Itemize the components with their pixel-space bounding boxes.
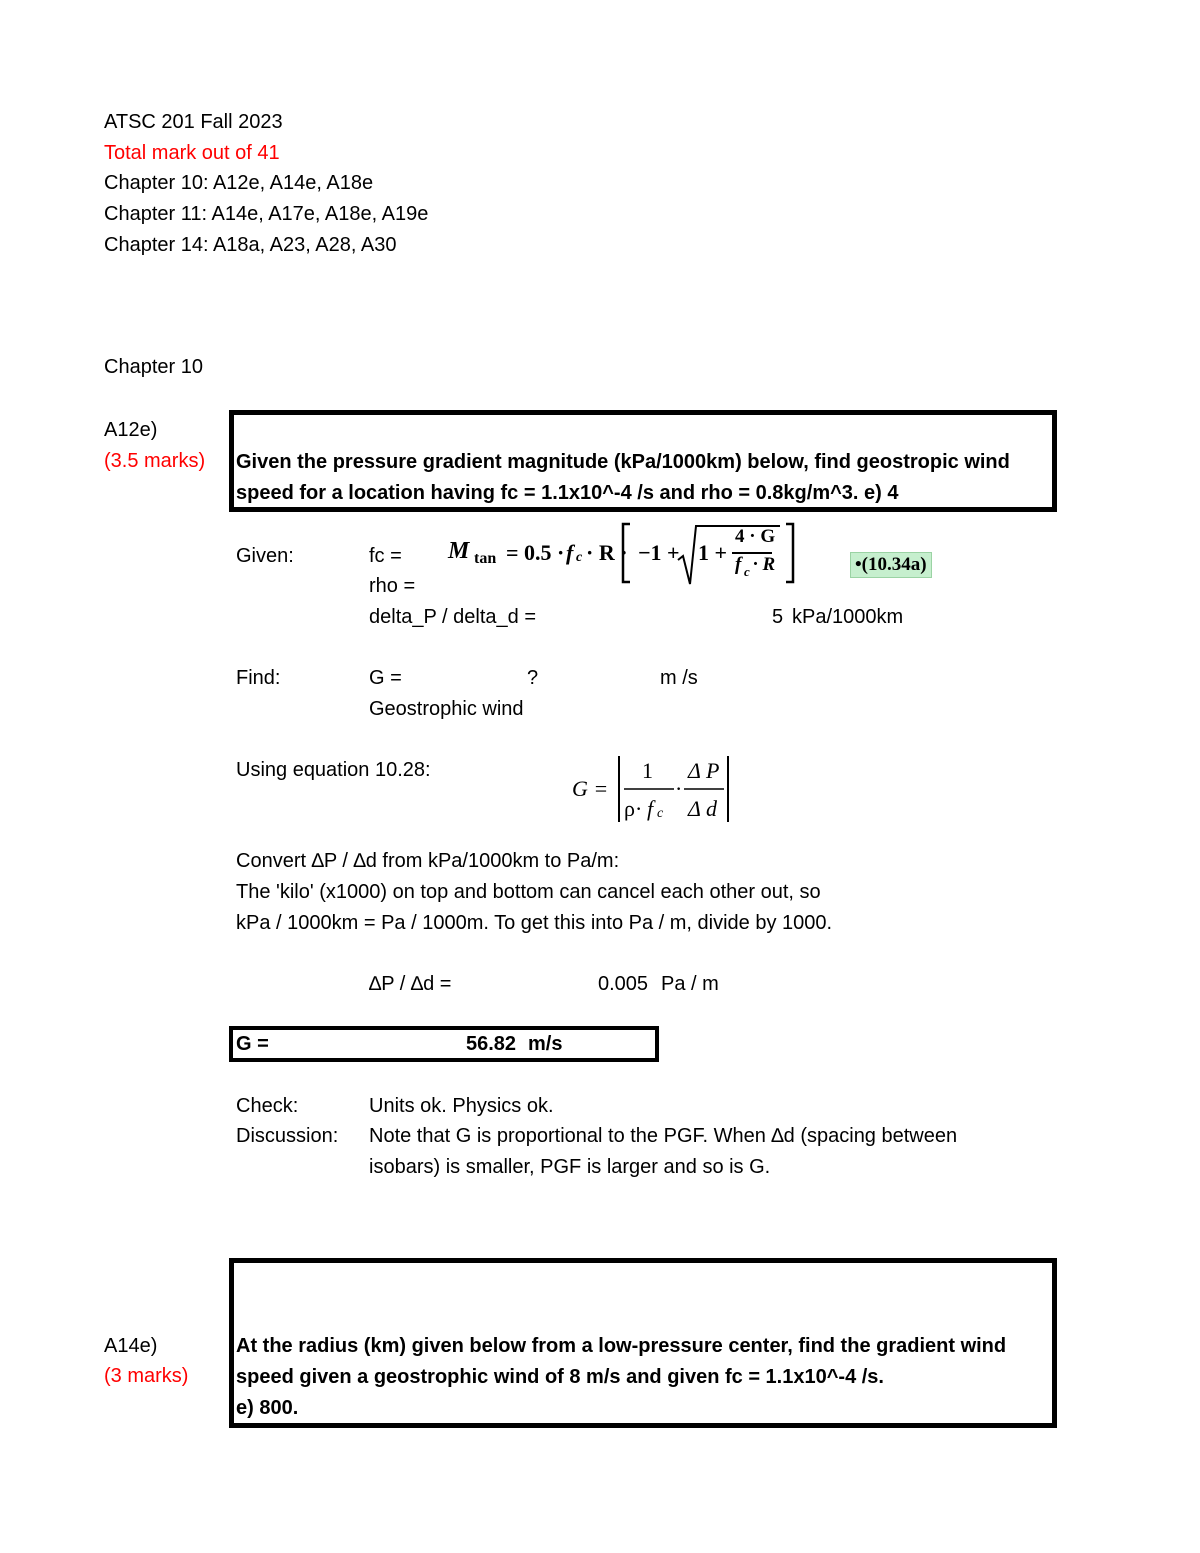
mtan-neg-one: −1 + xyxy=(638,540,680,565)
chapter10-list: Chapter 10: A12e, A14e, A18e xyxy=(104,172,374,194)
dpdd-value: 0.005 xyxy=(598,973,649,995)
g-formula-dp: Δ P xyxy=(688,758,720,783)
result-box xyxy=(229,1026,659,1062)
find-unit: m /s xyxy=(660,667,698,689)
given-fc: fc = xyxy=(369,545,402,567)
mtan-num: 4 · G xyxy=(735,526,776,547)
convert-line3: kPa / 1000km = Pa / 1000m. To get this into Pa / m, divide by 1000. xyxy=(236,912,833,934)
result-value: 56.82 xyxy=(466,1033,517,1055)
result-unit: m/s xyxy=(528,1033,563,1055)
discussion-line2: isobars) is smaller, PGF is larger and so is G. xyxy=(369,1156,771,1178)
given-dp-label: delta_P / delta_d = xyxy=(369,606,536,628)
g-formula-fc-sub: c xyxy=(657,806,664,821)
course-title: ATSC 201 Fall 2023 xyxy=(104,111,283,133)
using-label: Using equation 10.28: xyxy=(236,759,431,781)
a12-question-line1: Given the pressure gradient magnitude (kPa/1000km) below, find geostropic wind xyxy=(236,451,1010,473)
given-rho: rho = xyxy=(369,575,416,597)
a14-label: A14e) xyxy=(104,1335,158,1357)
g-formula-one: 1 xyxy=(642,758,653,783)
mtan-lhs: M xyxy=(448,538,470,564)
a12-label: A12e) xyxy=(104,419,158,441)
mtan-eq: = 0.5 · xyxy=(506,540,565,565)
check-label: Check: xyxy=(236,1095,299,1117)
chapter11-list: Chapter 11: A14e, A17e, A18e, A19e xyxy=(104,203,429,225)
discussion-line1: Note that G is proportional to the PGF. When ∆d (spacing between xyxy=(369,1125,958,1147)
g-formula-rho: ρ· xyxy=(624,796,643,821)
convert-line1: Convert ∆P / ∆d from kPa/1000km to Pa/m: xyxy=(236,850,620,872)
mtan-formula xyxy=(448,520,800,586)
mtan-r: · R · xyxy=(586,540,628,565)
mtan-lhs-sub: tan xyxy=(474,550,497,567)
given-dp-unit: kPa/1000km xyxy=(792,606,904,628)
a14-question-line1: At the radius (km) given below from a low-pressure center, find the gradient wind xyxy=(236,1335,1007,1357)
mtan-den-r: · R xyxy=(753,554,776,575)
a14-marks: (3 marks) xyxy=(104,1365,189,1387)
total-mark: Total mark out of 41 xyxy=(104,142,280,164)
a14-question-line2: speed given a geostrophic wind of 8 m/s and given fc = 1.1x10^-4 /s. xyxy=(236,1366,884,1388)
find-label: Find: xyxy=(236,667,281,689)
dpdd-unit: Pa / m xyxy=(661,973,719,995)
g-formula-dot: · xyxy=(675,776,683,801)
chapter14-list: Chapter 14: A18a, A23, A28, A30 xyxy=(104,234,397,256)
discussion-label: Discussion: xyxy=(236,1125,339,1147)
dpdd-label: ∆P / ∆d = xyxy=(369,973,452,995)
mtan-den-f: f xyxy=(735,554,742,575)
g-formula xyxy=(572,754,732,824)
given-label: Given: xyxy=(236,545,294,567)
section-title: Chapter 10 xyxy=(104,356,203,378)
mtan-fc-sub: c xyxy=(576,550,583,565)
mtan-den-sub: c xyxy=(744,564,750,579)
a12-marks: (3.5 marks) xyxy=(104,450,206,472)
equation-tag: •(10.34a) xyxy=(850,552,932,578)
check-text: Units ok. Physics ok. xyxy=(369,1095,554,1117)
g-formula-fc: f xyxy=(647,796,654,821)
given-dp-value: 5 xyxy=(772,606,784,628)
find-desc: Geostrophic wind xyxy=(369,698,524,720)
a12-question-line2: speed for a location having fc = 1.1x10^-4 /s and rho = 0.8kg/m^3. e) 4 xyxy=(236,482,899,504)
mtan-fc: f xyxy=(566,540,574,565)
convert-line2: The 'kilo' (x1000) on top and bottom can cancel each other out, so xyxy=(236,881,821,903)
g-formula-g: G = xyxy=(572,776,609,801)
mtan-one-plus: 1 + xyxy=(698,540,728,565)
g-formula-dd: Δ d xyxy=(688,796,718,821)
result-label: G = xyxy=(236,1033,269,1055)
a14-question-line3: e) 800. xyxy=(236,1397,299,1419)
find-g: G = xyxy=(369,667,402,689)
find-question-mark: ? xyxy=(527,667,539,689)
